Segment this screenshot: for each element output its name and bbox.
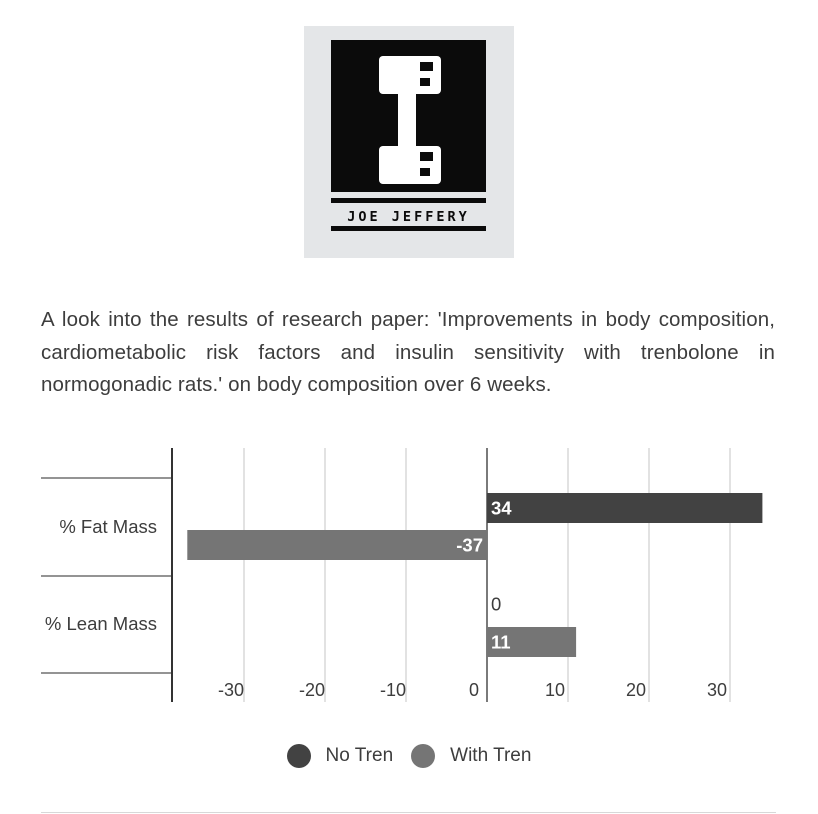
- tick-label: -20: [298, 680, 326, 700]
- tick-label: 10: [544, 680, 566, 700]
- legend-swatch-with-tren: [411, 744, 435, 768]
- data-label: 11: [491, 631, 511, 653]
- description-text: A look into the results of research paper: 'Improvements in body composition, cardiometabolic risk factors and insulin sensitivity with trenbolone in normogonadic rats.' on body composition over 6 weeks.: [41, 308, 775, 396]
- legend-item-no-tren[interactable]: [287, 744, 394, 768]
- legend-swatch-no-tren: [287, 744, 311, 768]
- chart-svg: [0, 430, 818, 720]
- data-label: -37: [456, 534, 483, 556]
- category-label: % Fat Mass: [59, 516, 157, 537]
- category-label: % Lean Mass: [44, 613, 157, 634]
- data-label: 34: [491, 497, 512, 519]
- logo-top-bar: [331, 198, 486, 203]
- legend-label-no-tren: No Tren: [325, 745, 394, 766]
- legend-item-with-tren[interactable]: [411, 744, 531, 768]
- tick-label: 30: [706, 680, 728, 700]
- tick-label: 0: [468, 680, 480, 700]
- logo-graphic: [304, 26, 514, 258]
- bar-chart: [0, 430, 818, 720]
- logo: [304, 26, 514, 258]
- legend-label-with-tren: With Tren: [450, 745, 532, 766]
- logo-bottom-bar: [331, 226, 486, 231]
- tick-label: -30: [217, 680, 245, 700]
- bar: [487, 493, 762, 523]
- bar: [187, 530, 487, 560]
- footer-divider: [41, 812, 776, 813]
- tick-label: 20: [625, 680, 647, 700]
- chart-legend: [0, 741, 818, 771]
- data-label: 0: [491, 593, 502, 615]
- tick-label: -10: [379, 680, 407, 700]
- logo-text: JOE JEFFERY: [347, 209, 470, 225]
